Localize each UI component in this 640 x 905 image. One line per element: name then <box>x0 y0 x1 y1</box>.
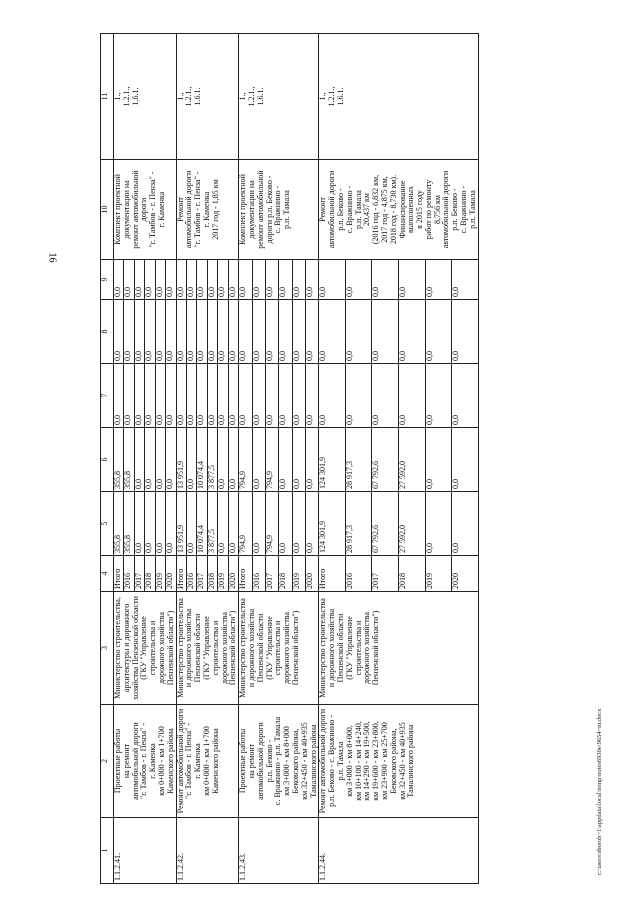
other-sources-cell: 0,0 <box>239 260 252 300</box>
regional-budget-cell: 0,0 <box>218 428 228 492</box>
year-cell: 2020 <box>228 556 238 592</box>
activity-name: Ремонт автомобильной дороги р.п. Бековo - с. Вражнино - р.п. Тамала км 3+000 - км 8+000, км 10+100 - км 14+240, км 14+290 - км 19+500, км 19+600 - км 23+800, км 23+900 - км 25+700 Бековского района, км 32+450 - км 40+935 Тамалинского района <box>319 705 478 818</box>
regional-budget-cell: 355,8 <box>124 428 134 492</box>
other-sources-cell: 0,0 <box>372 260 399 300</box>
total-funding-cell: 27 592,0 <box>398 492 425 556</box>
indicator-links: 1., 1.2.1., 1.6.1. <box>114 34 177 160</box>
federal-budget-cell: 0,0 <box>207 364 217 428</box>
column-number: 5 <box>101 492 114 556</box>
year-cell: 2016 <box>124 556 134 592</box>
other-sources-cell: 0,0 <box>292 260 305 300</box>
total-funding-cell: 0,0 <box>228 492 238 556</box>
regional-budget-cell: 0,0 <box>166 428 176 492</box>
other-sources-cell: 0,0 <box>279 260 292 300</box>
regional-budget-cell: 0,0 <box>187 428 197 492</box>
total-funding-cell: 0,0 <box>452 492 479 556</box>
year-cell: 2016 <box>187 556 197 592</box>
federal-budget-cell: 0,0 <box>155 364 165 428</box>
regional-budget-cell: 67 792,6 <box>372 428 399 492</box>
local-budget-cell: 0,0 <box>187 300 197 364</box>
federal-budget-cell: 0,0 <box>228 364 238 428</box>
local-budget-cell: 0,0 <box>452 300 479 364</box>
local-budget-cell: 0,0 <box>207 300 217 364</box>
regional-budget-cell: 28 917,3 <box>345 428 372 492</box>
other-sources-cell: 0,0 <box>319 260 346 300</box>
year-cell: 2016 <box>252 556 265 592</box>
year-cell: 2019 <box>425 556 452 592</box>
regional-budget-cell: 10 074,4 <box>197 428 207 492</box>
year-cell: 2017 <box>197 556 207 592</box>
total-funding-cell: 0,0 <box>252 492 265 556</box>
activity-number: 1.1.2.43. <box>239 818 319 884</box>
local-budget-cell: 0,0 <box>305 300 318 364</box>
activity-executor: Министерство строительства и дорожного хозяйства Пензенской области (ГКУ "Управление строительства и дорожного хозяйства Пензенской области") <box>239 592 319 705</box>
activity-executor: Министерство строительства и дорожного хозяйства Пензенской области (ГКУ "Управление строительства и дорожного хозяйства Пензенской области") <box>319 592 478 705</box>
total-funding-cell: 3 877,5 <box>207 492 217 556</box>
federal-budget-cell: 0,0 <box>239 364 252 428</box>
year-cell: 2020 <box>305 556 318 592</box>
column-number: 2 <box>101 705 114 818</box>
local-budget-cell: 0,0 <box>114 300 124 364</box>
document-file-path: c:\users\sboroh~1\appdata\local\temp\notes6930e\9654~m.docx <box>596 708 603 875</box>
expected-result: Комплект проектной документации на ремонт автомобильной дороги "г. Тамбов - г. Пенза" - г. Каменка <box>114 160 177 260</box>
regional-budget-cell: 13 951,9 <box>176 428 186 492</box>
total-funding-cell: 0,0 <box>145 492 155 556</box>
local-budget-cell: 0,0 <box>124 300 134 364</box>
other-sources-cell: 0,0 <box>207 260 217 300</box>
total-funding-cell: 10 074,4 <box>197 492 207 556</box>
activity-number: 1.1.2.44. <box>319 818 478 884</box>
column-number: 6 <box>101 428 114 492</box>
local-budget-cell: 0,0 <box>425 300 452 364</box>
regional-budget-cell: 0,0 <box>292 428 305 492</box>
total-funding-cell: 794,9 <box>265 492 278 556</box>
other-sources-cell: 0,0 <box>134 260 144 300</box>
total-funding-cell: 794,9 <box>239 492 252 556</box>
local-budget-cell: 0,0 <box>398 300 425 364</box>
regional-budget-cell: 355,8 <box>114 428 124 492</box>
year-cell: Итого <box>176 556 186 592</box>
regional-budget-cell: 0,0 <box>228 428 238 492</box>
total-funding-cell: 0,0 <box>187 492 197 556</box>
column-number-row <box>101 34 114 884</box>
federal-budget-cell: 0,0 <box>218 364 228 428</box>
regional-budget-cell: 794,9 <box>239 428 252 492</box>
federal-budget-cell: 0,0 <box>124 364 134 428</box>
federal-budget-cell: 0,0 <box>265 364 278 428</box>
total-funding-cell: 67 792,6 <box>372 492 399 556</box>
other-sources-cell: 0,0 <box>398 260 425 300</box>
other-sources-cell: 0,0 <box>265 260 278 300</box>
local-budget-cell: 0,0 <box>279 300 292 364</box>
local-budget-cell: 0,0 <box>218 300 228 364</box>
regional-budget-cell: 0,0 <box>145 428 155 492</box>
activity-executor: Министерство строительства и дорожного хозяйства Пензенской области (ГКУ "Управление строительства и дорожного хозяйства Пензенской области") <box>176 592 239 705</box>
indicator-links: 1., 1.2.1., 1.6.1. <box>319 34 478 160</box>
expected-result: Ремонт автомобильной дороги р.п. Бековo - с. Вражнино - р.п. Тамала 20,437 км (2016 год - 6,832 км, 2017 год - 4,875 км, 2018 год - 8,730 км). Финансирование выполненных в 2015 году работ по ремонту 8,756 км автомобильной дороги р.п. Бековo - с. Вражнино - р.п. Тамала <box>319 160 478 260</box>
column-number: 11 <box>101 34 114 160</box>
other-sources-cell: 0,0 <box>345 260 372 300</box>
year-cell: Итого <box>319 556 346 592</box>
column-number: 9 <box>101 260 114 300</box>
total-funding-cell: 28 917,3 <box>345 492 372 556</box>
total-funding-cell: 13 951,9 <box>176 492 186 556</box>
total-funding-cell: 124 301,9 <box>319 492 346 556</box>
total-funding-cell: 0,0 <box>218 492 228 556</box>
year-cell: 2020 <box>452 556 479 592</box>
year-cell: 2017 <box>134 556 144 592</box>
year-cell: 2020 <box>166 556 176 592</box>
other-sources-cell: 0,0 <box>145 260 155 300</box>
column-number: 4 <box>101 556 114 592</box>
table-row <box>319 34 346 884</box>
table-row <box>176 34 186 884</box>
local-budget-cell: 0,0 <box>239 300 252 364</box>
local-budget-cell: 0,0 <box>197 300 207 364</box>
activity-number: 1.1.2.42. <box>176 818 239 884</box>
other-sources-cell: 0,0 <box>197 260 207 300</box>
total-funding-cell: 0,0 <box>279 492 292 556</box>
year-cell: 2019 <box>155 556 165 592</box>
local-budget-cell: 0,0 <box>265 300 278 364</box>
local-budget-cell: 0,0 <box>319 300 346 364</box>
federal-budget-cell: 0,0 <box>292 364 305 428</box>
column-number: 10 <box>101 160 114 260</box>
table-body <box>114 34 479 884</box>
regional-budget-cell: 124 301,9 <box>319 428 346 492</box>
year-cell: 2018 <box>279 556 292 592</box>
column-number: 1 <box>101 818 114 884</box>
total-funding-cell: 355,8 <box>124 492 134 556</box>
local-budget-cell: 0,0 <box>228 300 238 364</box>
expected-result: Ремонт автомобильной дороги "г. Тамбов - г. Пенза" - г. Каменка 2017 год - 1,85 км <box>176 160 239 260</box>
year-cell: 2018 <box>145 556 155 592</box>
local-budget-cell: 0,0 <box>145 300 155 364</box>
local-budget-cell: 0,0 <box>372 300 399 364</box>
indicator-links: 1., 1.2.1., 1.6.1. <box>176 34 239 160</box>
indicator-links: 1., 1.2.1., 1.6.1. <box>239 34 319 160</box>
federal-budget-cell: 0,0 <box>425 364 452 428</box>
federal-budget-cell: 0,0 <box>166 364 176 428</box>
other-sources-cell: 0,0 <box>452 260 479 300</box>
other-sources-cell: 0,0 <box>124 260 134 300</box>
total-funding-cell: 0,0 <box>134 492 144 556</box>
column-number: 8 <box>101 300 114 364</box>
column-number: 7 <box>101 364 114 428</box>
year-cell: 2018 <box>398 556 425 592</box>
year-cell: 2019 <box>292 556 305 592</box>
other-sources-cell: 0,0 <box>252 260 265 300</box>
local-budget-cell: 0,0 <box>155 300 165 364</box>
page-number: 16 <box>46 252 58 263</box>
activity-number: 1.1.2.41. <box>114 818 177 884</box>
activity-name: Проектные работы на ремонт автомобильной дороги р.п. Бековo - с. Вражнино - р.п. Тамала км 3+000 - км 8+000 Бековского района, км 32+450 - км 40+935 Тамалинского района <box>239 705 319 818</box>
total-funding-cell: 355,8 <box>114 492 124 556</box>
column-number: 3 <box>101 592 114 705</box>
local-budget-cell: 0,0 <box>292 300 305 364</box>
other-sources-cell: 0,0 <box>218 260 228 300</box>
federal-budget-cell: 0,0 <box>145 364 155 428</box>
year-cell: Итого <box>239 556 252 592</box>
regional-budget-cell: 794,9 <box>265 428 278 492</box>
other-sources-cell: 0,0 <box>166 260 176 300</box>
year-cell: 2017 <box>372 556 399 592</box>
other-sources-cell: 0,0 <box>155 260 165 300</box>
table-row <box>114 34 124 884</box>
federal-budget-cell: 0,0 <box>114 364 124 428</box>
program-activities-table <box>100 33 479 884</box>
federal-budget-cell: 0,0 <box>305 364 318 428</box>
regional-budget-cell: 0,0 <box>452 428 479 492</box>
other-sources-cell: 0,0 <box>176 260 186 300</box>
regional-budget-cell: 0,0 <box>425 428 452 492</box>
regional-budget-cell: 27 592,0 <box>398 428 425 492</box>
federal-budget-cell: 0,0 <box>345 364 372 428</box>
regional-budget-cell: 0,0 <box>279 428 292 492</box>
year-cell: 2017 <box>265 556 278 592</box>
activity-name: Ремонт автомобильной дороги "г. Тамбов - г. Пенза" - г. Каменка км 0+000 - км 1+700 Каменского района <box>176 705 239 818</box>
rotated-table-container <box>100 34 593 884</box>
federal-budget-cell: 0,0 <box>134 364 144 428</box>
total-funding-cell: 0,0 <box>305 492 318 556</box>
activity-executor: Министерство строительства, архитектуры и дорожного хозяйства Пензенской области (ГКУ "Управление строительства и дорожного хозяйства Пензенской области") <box>114 592 177 705</box>
federal-budget-cell: 0,0 <box>176 364 186 428</box>
federal-budget-cell: 0,0 <box>187 364 197 428</box>
regional-budget-cell: 0,0 <box>134 428 144 492</box>
other-sources-cell: 0,0 <box>114 260 124 300</box>
local-budget-cell: 0,0 <box>166 300 176 364</box>
other-sources-cell: 0,0 <box>228 260 238 300</box>
other-sources-cell: 0,0 <box>187 260 197 300</box>
other-sources-cell: 0,0 <box>425 260 452 300</box>
regional-budget-cell: 0,0 <box>305 428 318 492</box>
federal-budget-cell: 0,0 <box>197 364 207 428</box>
other-sources-cell: 0,0 <box>305 260 318 300</box>
activity-name: Проектные работы на ремонт автомобильной дороги "г. Тамбов - г. Пенза" - г. Каменка км 0+000 - км 1+700 Каменского района <box>114 705 177 818</box>
year-cell: 2018 <box>207 556 217 592</box>
regional-budget-cell: 0,0 <box>252 428 265 492</box>
federal-budget-cell: 0,0 <box>372 364 399 428</box>
federal-budget-cell: 0,0 <box>319 364 346 428</box>
federal-budget-cell: 0,0 <box>279 364 292 428</box>
year-cell: 2016 <box>345 556 372 592</box>
year-cell: Итого <box>114 556 124 592</box>
local-budget-cell: 0,0 <box>176 300 186 364</box>
regional-budget-cell: 0,0 <box>155 428 165 492</box>
total-funding-cell: 0,0 <box>292 492 305 556</box>
local-budget-cell: 0,0 <box>345 300 372 364</box>
local-budget-cell: 0,0 <box>134 300 144 364</box>
regional-budget-cell: 3 877,5 <box>207 428 217 492</box>
total-funding-cell: 0,0 <box>425 492 452 556</box>
federal-budget-cell: 0,0 <box>252 364 265 428</box>
local-budget-cell: 0,0 <box>252 300 265 364</box>
total-funding-cell: 0,0 <box>155 492 165 556</box>
table-row <box>239 34 252 884</box>
federal-budget-cell: 0,0 <box>452 364 479 428</box>
year-cell: 2019 <box>218 556 228 592</box>
federal-budget-cell: 0,0 <box>398 364 425 428</box>
total-funding-cell: 0,0 <box>166 492 176 556</box>
expected-result: Комплект проектной документации на ремонт автомобильной дороги р.п. Бековo - с. Вражнино - р.п. Тамала <box>239 160 319 260</box>
